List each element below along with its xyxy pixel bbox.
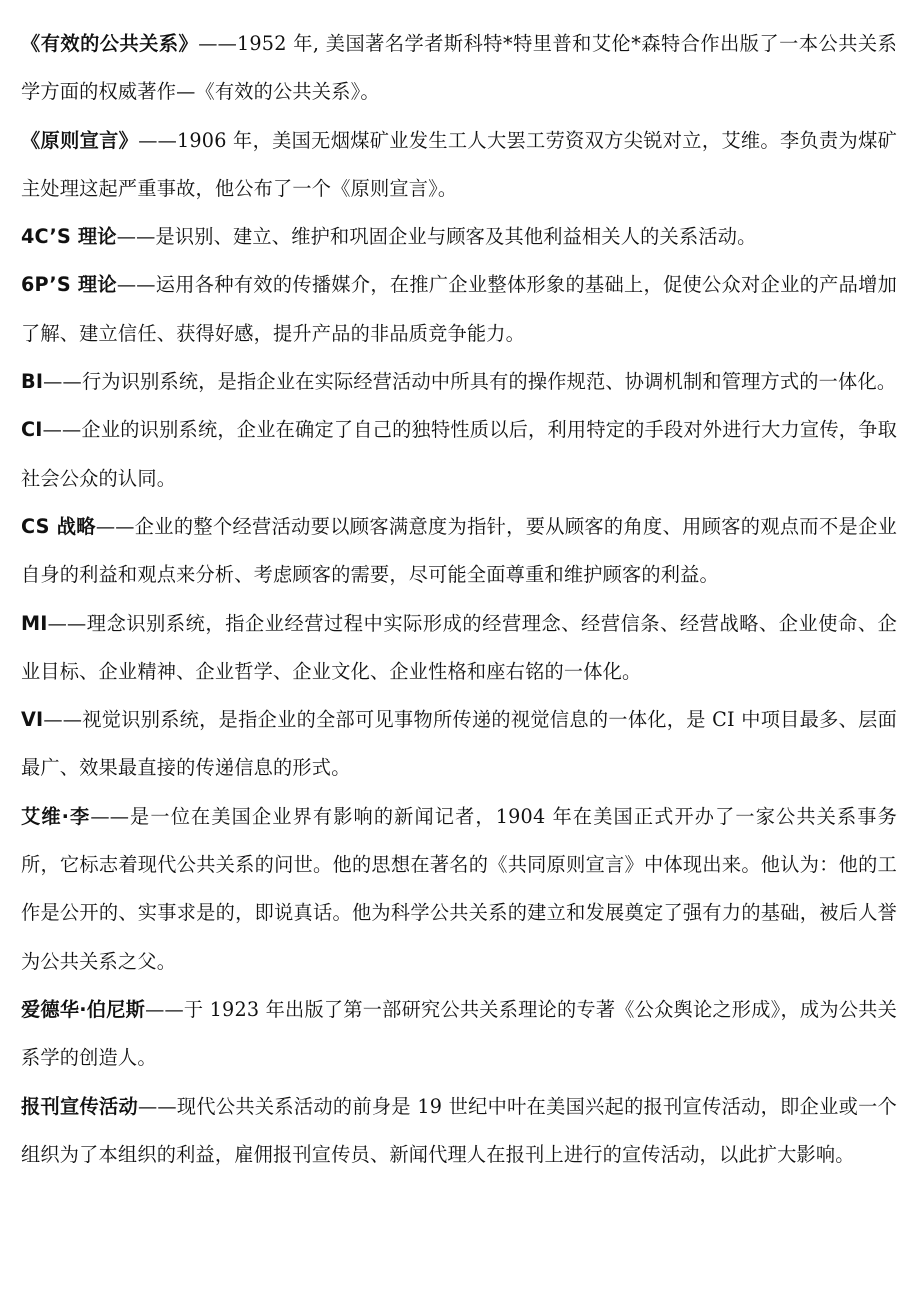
entry-term: CI — [21, 418, 43, 442]
entry-term: MI — [21, 611, 48, 635]
entry-definition: ——理念识别系统，指企业经营过程中实际形成的经营理念、经营信条、经营战略、企业使命、企业目标、企业精神、企业哲学、企业文化、企业性格和座右铭的一体化。 — [21, 611, 897, 683]
entry-term: 《有效的公共关系》 — [21, 32, 199, 55]
entry-term: 报刊宣传活动 — [21, 1094, 139, 1118]
entry-definition: ——行为识别系统，是指企业在实际经营活动中所具有的操作规范、协调机制和管理方式的一体化。 — [43, 370, 897, 394]
entry-term: BI — [21, 370, 44, 394]
entry-definition: ——1906 年，美国无烟煤矿业发生工人大罢工劳资双方尖锐对立，艾维。李负责为煤矿主处理这起严重事故，他公布了一个《原则宣言》。 — [21, 128, 897, 200]
entry-definition: ——于 1923 年出版了第一部研究公共关系理论的专著《公众舆论之形成》，成为公共关系学的创造人。 — [21, 997, 897, 1070]
glossary-entry-cs-strategy — [21, 503, 897, 600]
entry-definition: ——企业的整个经营活动要以顾客满意度为指针，要从顾客的角度、用顾客的观点而不是企业自身的利益和观点来分析、考虑顾客的需要，尽可能全面尊重和维护顾客的利益。 — [21, 514, 898, 587]
glossary-entry-6ps-theory — [21, 261, 897, 358]
entry-definition: ——1952 年, 美国著名学者斯科特*特里普和艾伦*森特合作出版了一本公共关系学方面的权威著作—《有效的公共关系》。 — [21, 32, 897, 104]
glossary-entry-mi — [21, 600, 897, 697]
glossary-entry-effective-pr — [21, 20, 897, 117]
entry-definition: ——运用各种有效的传播媒介，在推广企业整体形象的基础上，促使公众对企业的产品增加了解、建立信任、获得好感，提升产品的非品质竞争能力。 — [21, 273, 898, 345]
document-body — [21, 20, 897, 1179]
entry-definition: ——企业的识别系统，企业在确定了自己的独特性质以后，利用特定的手段对外进行大力宣传，争取社会公众的认同。 — [21, 418, 897, 490]
glossary-entry-bi — [21, 358, 897, 406]
glossary-entry-vi — [21, 696, 897, 793]
entry-term: VI — [21, 708, 44, 732]
glossary-entry-4cs-theory — [21, 213, 897, 261]
entry-term: 4C’S 理论 — [21, 225, 117, 249]
glossary-entry-press-agentry — [21, 1083, 897, 1180]
entry-term: 6P’S 理论 — [21, 273, 117, 297]
glossary-entry-declaration-of-principles — [21, 117, 897, 214]
glossary-entry-ci — [21, 406, 897, 503]
entry-definition: ——是一位在美国企业界有影响的新闻记者，1904 年在美国正式开办了一家公共关系事务所，它标志着现代公共关系的问世。他的思想在著名的《共同原则宣言》中体现出来。他认为：他的工作是公开的、实事求是的，即说真话。他为科学公共关系的建立和发展奠定了强有力的基础，被后人誉为公共关系之父。 — [21, 804, 897, 973]
entry-definition: ——视觉识别系统，是指企业的全部可见事物所传递的视觉信息的一体化，是 CI 中项目最多、层面最广、效果最直接的传递信息的形式。 — [21, 708, 897, 780]
entry-term: 《原则宣言》 — [21, 128, 139, 152]
glossary-entry-ivy-lee — [21, 793, 897, 986]
entry-term: 艾维·李 — [21, 804, 91, 828]
glossary-entry-edward-bernays — [21, 986, 897, 1083]
entry-term: CS 战略 — [21, 514, 96, 538]
entry-term: 爱德华·伯尼斯 — [21, 997, 146, 1021]
entry-definition: ——现代公共关系活动的前身是 19 世纪中叶在美国兴起的报刊宣传活动，即企业或一个组织为了本组织的利益，雇佣报刊宣传员、新闻代理人在报刊上进行的宣传活动，以此扩大影响。 — [21, 1094, 898, 1166]
entry-definition: ——是识别、建立、维护和巩固企业与顾客及其他利益相关人的关系活动。 — [116, 225, 757, 249]
